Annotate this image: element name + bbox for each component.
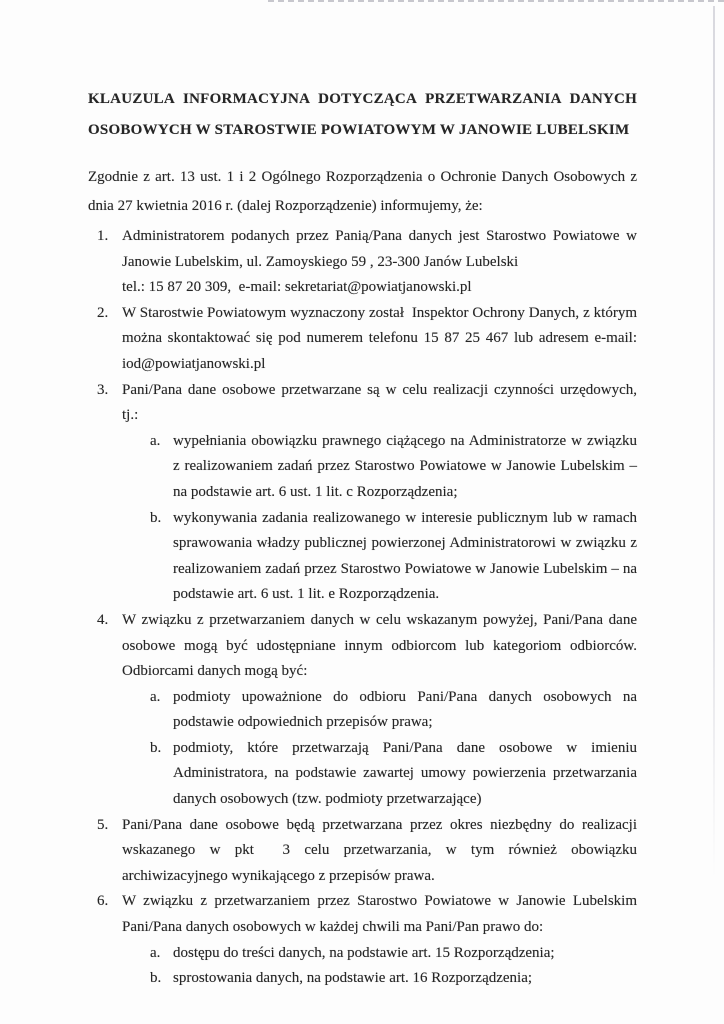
item-number: 5. bbox=[97, 816, 109, 833]
subitem-letter: a. bbox=[150, 432, 161, 449]
subitem-text: wypełniania obowiązku prawnego ciążącego na Administratorze w związku z realizowaniem zadań przez Starostwo Powiatowe w Janowie Lubelskim – na podstawie art. 6 ust. 1 lit. c Rozporządzenia; bbox=[173, 432, 637, 500]
item-paragraph: Pani/Pana dane osobowe przetwarzane są w celu realizacji czynności urzędowych, tj.: bbox=[122, 381, 637, 424]
intro-paragraph: Zgodnie z art. 13 ust. 1 i 2 Ogólnego Rozporządzenia o Ochronie Danych Osobowych z dnia 27 kwietnia 2016 r. (dalej Rozporządzenie) informujemy, że: bbox=[88, 169, 637, 214]
subitem-letter: a. bbox=[150, 688, 161, 705]
subitem-text: dostępu do treści danych, na podstawie art. 15 Rozporządzenia; bbox=[173, 944, 555, 961]
item-paragraph: Pani/Pana dane osobowe będą przetwarzana przez okres niezbędny do realizacji wskazanego w pkt 3 celu przetwarzania, w tym również obowiązku archiwizacyjnego wynikającego z przepisów prawa. bbox=[122, 816, 637, 884]
document-title-line-2: OSOBOWYCH W STAROSTWIE POWIATOWYM W JANOWIE LUBELSKIM bbox=[88, 122, 630, 138]
subitem-letter: b. bbox=[150, 970, 162, 987]
item-paragraph: W związku z przetwarzaniem danych w celu wskazanym powyżej, Pani/Pana dane osobowe mogą być udostępniane innym odbiorcom lub kategoriom odbiorców. Odbiorcami danych mogą być: bbox=[122, 611, 637, 680]
document-title bbox=[88, 84, 637, 146]
item-paragraph: W Starostwie Powiatowym wyznaczony został Inspektor Ochrony Danych, z którym można skontaktować się pod numerem telefonu 15 87 25 467 lub adresem e-mail: iod@powiatjanowski.pl bbox=[122, 304, 637, 372]
sub-item-6b bbox=[122, 966, 637, 992]
sub-item-6a bbox=[122, 941, 637, 967]
subitem-letter: b. bbox=[150, 739, 162, 756]
list-item-5 bbox=[88, 813, 637, 890]
scan-top-edge-artifact bbox=[268, 0, 724, 2]
sub-item-4b bbox=[122, 736, 637, 813]
item-number: 3. bbox=[97, 381, 109, 398]
subitem-letter: b. bbox=[150, 509, 162, 526]
subitem-text: podmioty, które przetwarzają Pani/Pana dane osobowe w imieniu Administratora, na podstawie zawartej umowy powierzenia przetwarzania danych osobowych (tzw. podmioty przetwarzające) bbox=[173, 739, 637, 808]
item-paragraph: W związku z przetwarzaniem przez Starostwo Powiatowe w Janowie Lubelskim Pani/Pana danych osobowych w każdej chwili ma Pani/Pan prawo do: bbox=[122, 893, 637, 936]
item-number: 1. bbox=[97, 228, 109, 244]
subitem-text: podmioty upoważnione do odbioru Pani/Pana danych osobowych na podstawie odpowiednich przepisów prawa; bbox=[173, 688, 637, 731]
subitem-letter: a. bbox=[150, 944, 161, 961]
list-item-6 bbox=[88, 889, 637, 991]
item-number: 2. bbox=[97, 304, 109, 321]
subitem-text: wykonywania zadania realizowanego w interesie publicznym lub w ramach sprawowania władzy publicznej powierzonej Administratorowi w związku z realizowaniem zadań przez Starostwo Powiatowe w Janowie Lubelskim – na podstawie art. 6 ust. 1 lit. e Rozporządzenia. bbox=[173, 509, 637, 603]
item-number: 6. bbox=[97, 893, 109, 910]
item-paragraph: tel.: 15 87 20 309, e-mail: sekretariat@powiatjanowski.pl bbox=[122, 279, 472, 296]
list-item-2 bbox=[88, 301, 637, 378]
list-item-3 bbox=[88, 378, 637, 608]
sub-item-3b bbox=[122, 506, 637, 608]
sub-item-3a bbox=[122, 429, 637, 506]
clause-list bbox=[88, 224, 637, 992]
item-number: 4. bbox=[97, 611, 109, 628]
subitem-text: sprostowania danych, na podstawie art. 16 Rozporządzenia; bbox=[173, 970, 533, 987]
document-title-line-1: KLAUZULA INFORMACYJNA DOTYCZĄCA PRZETWARZANIA DANYCH bbox=[88, 91, 637, 107]
item-paragraph: Administratorem podanych przez Panią/Pana danych jest Starostwo Powiatowe w Janowie Lubelskim, ul. Zamoyskiego 59 , 23-300 Janów Lubelski bbox=[122, 228, 637, 270]
sub-item-4a bbox=[122, 685, 637, 736]
list-item-1 bbox=[88, 224, 637, 301]
list-item-4 bbox=[88, 608, 637, 813]
scan-right-edge-artifact bbox=[713, 6, 715, 878]
